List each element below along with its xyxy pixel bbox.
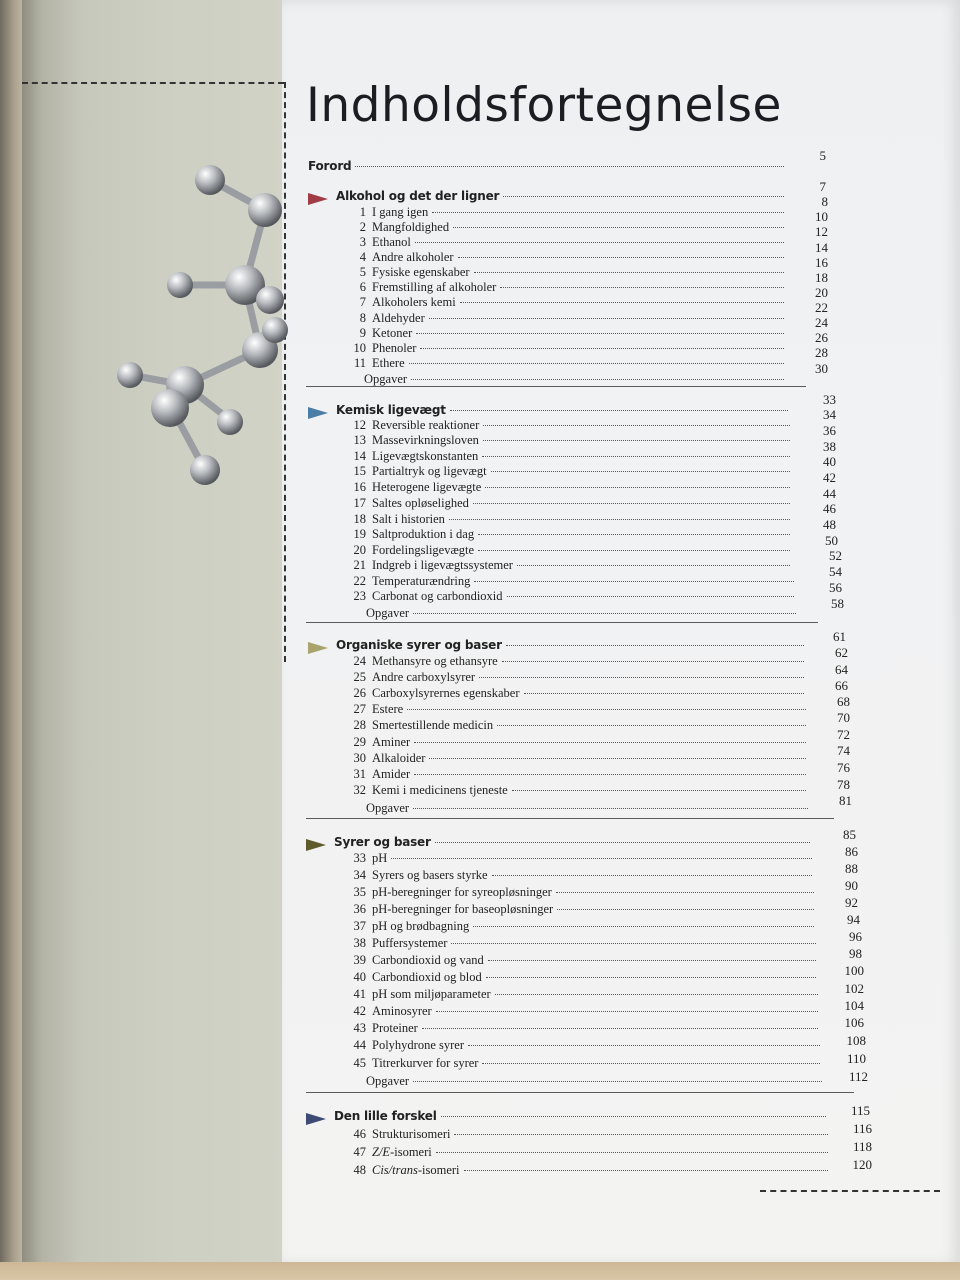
page-number: 110 xyxy=(846,1051,866,1066)
table-surface xyxy=(0,1262,960,1280)
section-arrow-icon xyxy=(308,193,328,205)
page-number: 90 xyxy=(845,878,858,893)
page-number: 98 xyxy=(849,946,862,961)
section-rule xyxy=(306,1092,854,1093)
toc-entry[interactable]: 33 pH xyxy=(346,851,816,866)
toc-entry[interactable]: 4 Andre alkoholer xyxy=(346,250,788,265)
page-number: 12 xyxy=(815,224,828,239)
page-number: 58 xyxy=(831,596,844,611)
page-number: 34 xyxy=(823,407,836,422)
toc-entry[interactable]: 1 I gang igen xyxy=(346,205,788,220)
page-number: 64 xyxy=(835,662,848,677)
page-number: 28 xyxy=(815,345,828,360)
page-number: 118 xyxy=(852,1139,872,1154)
page-number: 54 xyxy=(829,564,842,579)
dashed-line-top xyxy=(22,82,284,84)
toc-entry[interactable]: 10 Phenoler xyxy=(346,341,788,356)
toc-entry[interactable]: 24 Methansyre og ethansyre xyxy=(346,654,808,669)
page-number: 61 xyxy=(833,629,846,644)
page-number: 48 xyxy=(823,517,836,532)
page-number: 10 xyxy=(815,209,828,224)
section-rule xyxy=(306,386,806,387)
page-number: 72 xyxy=(837,727,850,742)
section-den-lille-forskel[interactable]: Den lille forskel xyxy=(306,1109,830,1124)
toc-entry[interactable]: 9 Ketoner xyxy=(346,326,788,341)
page-number: 62 xyxy=(835,645,848,660)
leader-dots xyxy=(435,842,810,843)
section-rule xyxy=(306,818,834,819)
page-number: 100 xyxy=(844,963,864,978)
section-kemisk-ligevaegt[interactable]: Kemisk ligevægt xyxy=(308,403,792,418)
toc-entry[interactable]: 31 Amider xyxy=(346,767,810,782)
page-number: 112 xyxy=(848,1069,868,1084)
toc-entry[interactable]: 13 Massevirkningsloven xyxy=(346,433,794,448)
page-number: 14 xyxy=(815,240,828,255)
page-number: 74 xyxy=(837,743,850,758)
toc-entry[interactable]: 37 pH og brødbagning xyxy=(346,919,818,934)
toc-entry[interactable]: 17 Saltes opløselighed xyxy=(346,496,794,511)
page-number: 108 xyxy=(846,1033,866,1048)
page-number: 56 xyxy=(829,580,842,595)
section-syrer-og-baser[interactable]: Syrer og baser xyxy=(306,835,814,850)
toc-entry[interactable]: 21 Indgreb i ligevægtssystemer xyxy=(346,558,794,573)
toc-entry-opgaver[interactable]: Opgaver xyxy=(366,606,800,621)
page-number: 30 xyxy=(815,361,828,376)
toc-entry[interactable]: 23 Carbonat og carbondioxid xyxy=(346,589,798,604)
toc-entry-z-e-isomeri[interactable]: 47 Z/E-isomeri xyxy=(346,1145,832,1160)
page-number: 24 xyxy=(815,315,828,330)
page-number: 38 xyxy=(823,439,836,454)
toc-entry[interactable]: 32 Kemi i medicinens tjeneste xyxy=(346,783,810,798)
section-arrow-icon xyxy=(308,642,328,654)
page-number: 44 xyxy=(823,486,836,501)
toc-entry[interactable]: 41 pH som miljøparameter xyxy=(346,987,822,1002)
toc-entry[interactable]: 25 Andre carboxylsyrer xyxy=(346,670,808,685)
page-number: 85 xyxy=(843,827,856,842)
toc-entry[interactable]: 14 Ligevægtskonstanten xyxy=(346,449,794,464)
page-number: 50 xyxy=(825,533,838,548)
page-number: 76 xyxy=(837,760,850,775)
section-organiske-syrer[interactable]: Organiske syrer og baser xyxy=(308,638,808,653)
section-alkohol[interactable]: Alkohol og det der ligner xyxy=(308,189,788,204)
page-number: 104 xyxy=(844,998,864,1013)
page-number: 116 xyxy=(852,1121,872,1136)
page-title: Indholdsfortegnelse xyxy=(306,78,782,133)
page-number: 92 xyxy=(845,895,858,910)
page-number: 46 xyxy=(823,501,836,516)
page-number: 96 xyxy=(849,929,862,944)
page-number: 106 xyxy=(844,1015,864,1030)
toc-entry[interactable]: 29 Aminer xyxy=(346,735,810,750)
leader-dots xyxy=(441,1116,826,1117)
toc-entry[interactable]: 2 Mangfoldighed xyxy=(346,220,788,235)
toc-entry[interactable]: 3 Ethanol xyxy=(346,235,788,250)
toc-entry[interactable]: 11 Ethere xyxy=(346,356,788,371)
page-number: 66 xyxy=(835,678,848,693)
page-number: 7 xyxy=(819,179,826,194)
toc-entry[interactable]: 28 Smertestillende medicin xyxy=(346,718,810,733)
toc-entry[interactable]: 46 Strukturisomeri xyxy=(346,1127,832,1142)
toc-entry-forord[interactable]: Forord xyxy=(308,159,788,174)
molecule-illustration xyxy=(110,150,310,510)
toc-entry[interactable]: 19 Saltproduktion i dag xyxy=(346,527,794,542)
toc-entry[interactable]: 16 Heterogene ligevægte xyxy=(346,480,794,495)
section-arrow-icon xyxy=(306,839,326,851)
toc-entry[interactable]: 26 Carboxylsyrernes egenskaber xyxy=(346,686,808,701)
dashed-line-bottom-right xyxy=(760,1190,940,1192)
page-number: 102 xyxy=(844,981,864,996)
page-number: 88 xyxy=(845,861,858,876)
toc-entry[interactable]: 12 Reversible reaktioner xyxy=(346,418,794,433)
toc-entry[interactable]: 22 Temperaturændring xyxy=(346,574,798,589)
page-number: 5 xyxy=(819,148,826,163)
toc-entry-opgaver[interactable]: Opgaver xyxy=(366,1074,826,1089)
toc-entry[interactable]: 36 pH-beregninger for baseopløsninger xyxy=(346,902,818,917)
page-number: 52 xyxy=(829,548,842,563)
toc-entry-cis-trans-isomeri[interactable]: 48 Cis/trans-isomeri xyxy=(346,1163,832,1178)
toc-entry[interactable]: 27 Estere xyxy=(346,702,810,717)
leader-dots xyxy=(503,196,784,197)
section-arrow-icon xyxy=(308,407,328,419)
toc-entry[interactable]: 44 Polyhydrone syrer xyxy=(346,1038,824,1053)
leader-dots xyxy=(355,166,784,167)
page-number: 78 xyxy=(837,777,850,792)
page-number: 33 xyxy=(823,392,836,407)
toc-entry[interactable]: 8 Aldehyder xyxy=(346,311,788,326)
toc-entry[interactable]: 40 Carbondioxid og blod xyxy=(346,970,820,985)
toc-entry[interactable]: 30 Alkaloider xyxy=(346,751,810,766)
page-number: 20 xyxy=(815,285,828,300)
page-number: 86 xyxy=(845,844,858,859)
toc-entry-opgaver[interactable]: Opgaver xyxy=(366,801,812,816)
page-number: 40 xyxy=(823,454,836,469)
page-number: 26 xyxy=(815,330,828,345)
toc-entry[interactable]: 18 Salt i historien xyxy=(346,512,794,527)
toc-entry[interactable]: 42 Aminosyrer xyxy=(346,1004,822,1019)
toc-entry[interactable]: 38 Puffersystemer xyxy=(346,936,820,951)
section-arrow-icon xyxy=(306,1113,326,1125)
toc-entry[interactable]: 45 Titrerkurver for syrer xyxy=(346,1056,824,1071)
toc-entry-opgaver[interactable]: Opgaver xyxy=(364,372,788,387)
toc-entry[interactable]: 7 Alkoholers kemi xyxy=(346,295,788,310)
toc-entry[interactable]: 5 Fysiske egenskaber xyxy=(346,265,788,280)
toc-entry[interactable]: 34 Syrers og basers styrke xyxy=(346,868,816,883)
page-number: 16 xyxy=(815,255,828,270)
page-number: 18 xyxy=(815,270,828,285)
leader-dots xyxy=(450,410,788,411)
page-number: 115 xyxy=(850,1103,870,1118)
page-number: 22 xyxy=(815,300,828,315)
toc-entry[interactable]: 6 Fremstilling af alkoholer xyxy=(346,280,788,295)
page-number: 68 xyxy=(837,694,850,709)
page-number: 70 xyxy=(837,710,850,725)
toc-entry[interactable]: 43 Proteiner xyxy=(346,1021,822,1036)
toc-entry[interactable]: 20 Fordelingsligevægte xyxy=(346,543,794,558)
section-rule xyxy=(306,622,818,623)
page-number: 42 xyxy=(823,470,836,485)
toc-entry[interactable]: 35 pH-beregninger for syreopløsninger xyxy=(346,885,818,900)
page-number: 81 xyxy=(839,793,852,808)
page-number: 94 xyxy=(847,912,860,927)
toc-entry[interactable]: 15 Partialtryk og ligevægt xyxy=(346,464,794,479)
page-number: 120 xyxy=(852,1157,872,1172)
page-number: 8 xyxy=(821,194,828,209)
leader-dots xyxy=(506,645,804,646)
toc-entry[interactable]: 39 Carbondioxid og vand xyxy=(346,953,820,968)
page-number: 36 xyxy=(823,423,836,438)
